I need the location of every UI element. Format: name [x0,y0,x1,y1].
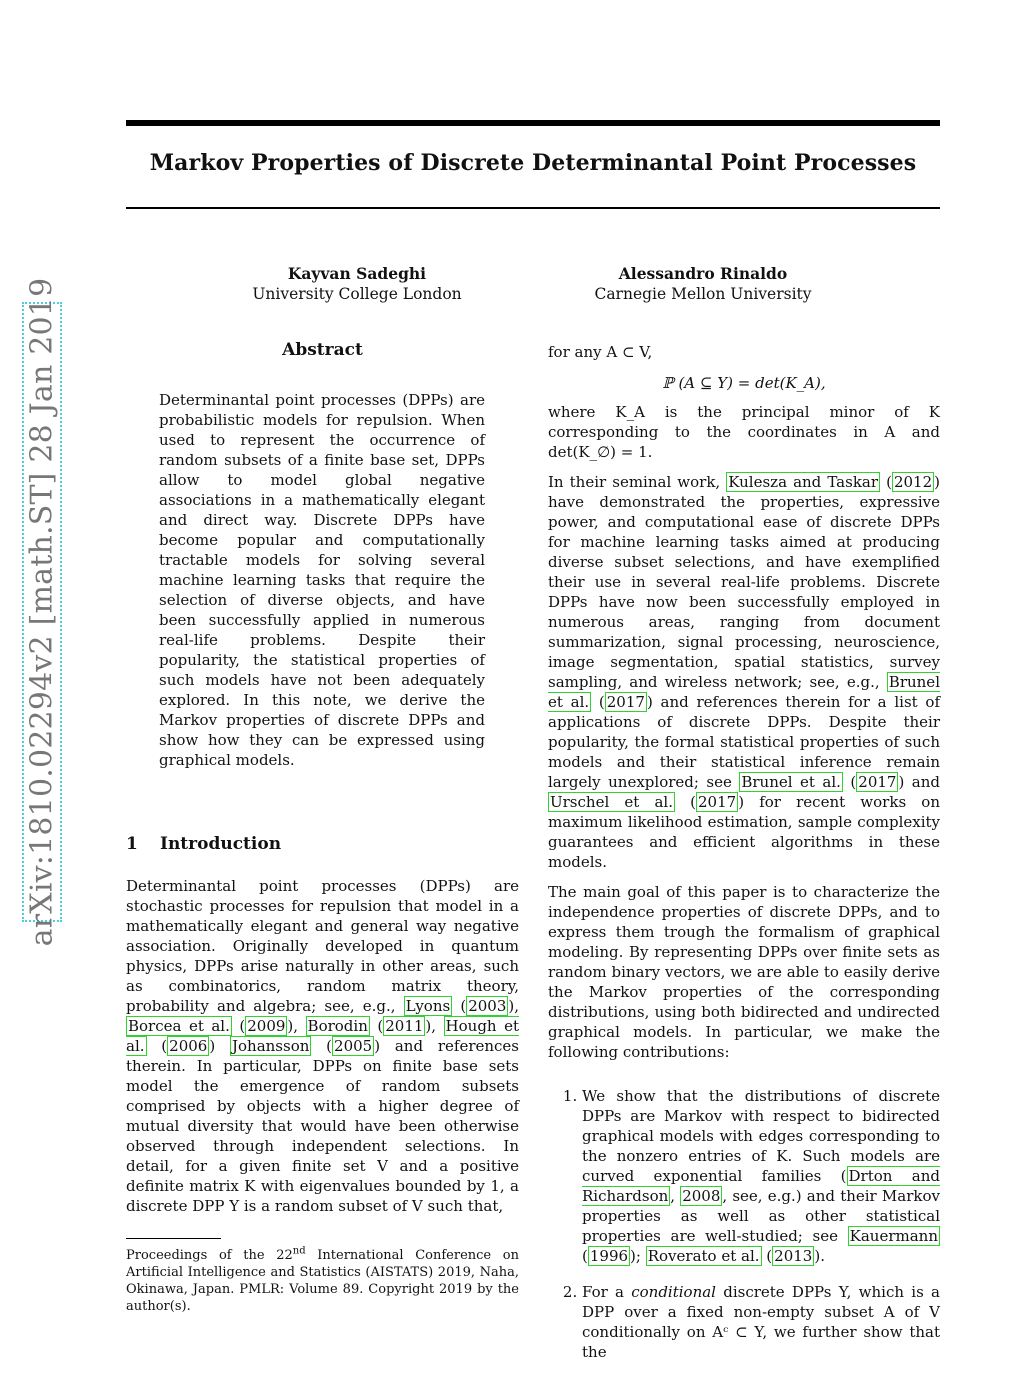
emphasis: conditional [631,1283,716,1301]
citation-link[interactable]: Lyons [405,997,451,1015]
abstract-heading: Abstract [282,340,363,360]
left-column [126,340,519,1315]
citation-link[interactable]: Borodin [307,1017,368,1035]
footnote-rule [126,1238,221,1239]
contributions-list [548,1086,940,1362]
intro-paragraph: Determinantal point processes (DPPs) are stochastic processes for repulsion that model in a mathematically elegant and general way negative association. Originally developed in quantum physics, DPPs arise naturally in other areas, such as combinatorics, random matrix theory, probability and algebra; see, e.g., Lyons ( 2003 ), Borcea et al. ( 2009 ), Borodin ( 2011 ), Hough et al. ( 2006 ) Johansson ( 2005 ) and references therein. In particular, DPPs on finite base sets model the emergence of random subsets comprised by objects with a higher degree of mutual diversity that would have been otherwise observed through independent selections. In detail, for a given finite set V and a positive definite matrix K with eigenvalues bounded by 1, a discrete DPP Y is a random subset of V such that, [126,877,520,1215]
section-heading-introduction [126,834,519,854]
list-item [582,1282,940,1362]
footnote-text: International Conference on Artificial Intelligence and Statistics (AISTATS) 2019, Naha, Okinawa, Japan. PMLR: Volume 89. Copyright 2019 by the author(s). [126,1248,519,1314]
author-name: Alessandro Rinaldo [618,264,788,283]
citation-year-link[interactable]: 2013 [774,1247,813,1265]
title-rule-bottom [126,207,940,209]
text-run: ) and references therein for a list of applications of discrete DPPs. Despite their popularity, the formal statistical properties of such models and their statistical inference remain largely unexplored; see [548,693,940,791]
text-run: ) have demonstrated the properties, expressive power, and computational ease of discrete DPPs for machine learning tasks aimed at producing diverse subset selections, and have exemplified their use in several real-life problems. Discrete DPPs have now been successfully employed in numerous areas, ranging from document summarization, signal processing, neuroscience, image segmentation, spatial statistics, survey sampling, and wireless network; see, e.g., [548,473,940,691]
citation-link[interactable]: Hough et al. [126,1017,519,1055]
citation-link[interactable]: Urschel et al. [550,793,673,811]
arxiv-sidebar-link[interactable] [22,277,62,947]
citation-year-link[interactable]: 2011 [385,1017,424,1035]
citation-year-link[interactable]: 1996 [589,1247,629,1265]
author-block-2 [538,263,868,305]
text-run: discrete DPPs Y, which is a DPP over a fixed non-empty subset A of V conditionally on Aᶜ ⊂ Y, we further show that the [582,1283,940,1361]
citation-year-link[interactable]: 2006 [169,1037,208,1055]
citation-link[interactable]: Brunel et al. [741,773,841,791]
text-run: In their seminal work, [548,473,727,491]
citation-year-link[interactable]: 2009 [247,1017,286,1035]
author-affiliation: University College London [252,285,462,303]
citation-year-link[interactable]: 2003 [468,997,507,1015]
text-run: ) for recent works on maximum likelihood estimation, sample complexity guarantees and efficient algorithms in these models. [548,793,940,871]
seminal-work-paragraph: In their seminal work, Kulesza and Taskar ( 2012 ) have demonstrated the properties, expressive power, and computational ease of discrete DPPs for machine learning tasks aimed at producing diverse subset selections, and have exemplified their use in several real-life problems. Discrete DPPs have now been successfully employed in numerous areas, ranging from document summarization, signal processing, neuroscience, image segmentation, spatial statistics, survey sampling, and wireless network; see, e.g., Brunel et al. ( 2017 ) and references therein for a list of applications of discrete DPPs. Despite their popularity, the formal statistical properties of such models and their statistical inference remain largely unexplored; see Brunel et al. ( 2017 ) and Urschel et al. ( 2017 ) for recent works on maximum likelihood estimation, sample complexity guarantees and efficient algorithms in these models. [548,473,941,871]
citation-link[interactable]: Borcea et al. [128,1017,230,1035]
citation-year-link[interactable]: 2017 [606,693,645,711]
text-run: ). [814,1247,825,1265]
main-goal-paragraph: The main goal of this paper is to characterize the independence properties of discrete DPPs, and to express them trough the formalism of graphical modeling. By representing DPPs over finite sets as random binary vectors, we are able to easily derive the Markov properties of the corresponding distributions, using both bidirected and undirected graphical models. In particular, we make the following contributions: [548,883,940,1061]
citation-year-link[interactable]: 2017 [698,793,737,811]
footnote [126,1247,519,1315]
paper-title: Markov Properties of Discrete Determinantal Point Processes [149,150,917,176]
arxiv-identifier: arXiv:1810.02294v2 [math.ST] 28 Jan 2019 [24,277,60,947]
where-paragraph: where K_A is the principal minor of K corresponding to the coordinates in A and det(K_∅) = 1. [548,403,940,461]
citation-year-link[interactable]: 2008 [682,1187,721,1205]
section-number: 1 [126,834,138,854]
right-column [548,342,940,1378]
text-run: , see, e.g.) and their Markov properties as well as other statistical properties are well-studied; see [582,1187,940,1245]
author-affiliation: Carnegie Mellon University [594,285,812,303]
text-run: ) and [898,773,941,791]
citation-year-link[interactable]: 2005 [334,1037,373,1055]
author-block-1 [192,263,522,305]
section-title: Introduction [160,834,282,854]
citation-year-link[interactable]: 2012 [893,473,933,491]
citation-year-link[interactable]: 2017 [858,773,897,791]
citation-link[interactable]: Johansson [231,1037,310,1055]
text-run: We show that the distributions of discrete DPPs are Markov with respect to bidirected graphical models with edges corresponding to the nonzero entries of K. Such models are curved exponential families ( [582,1087,940,1185]
citation-link[interactable]: Kauermann [849,1227,938,1245]
text-run: For a [582,1283,632,1301]
equation: ℙ (A ⊆ Y) = det(K_A), [662,374,826,392]
footnote-superscript: nd [292,1245,306,1257]
abstract-body: Determinantal point processes (DPPs) are probabilistic models for repulsion. When used to represent the occurrence of random subsets of a finite base set, DPPs allow to model global negative associations in a mathematically elegant and direct way. Discrete DPPs have become popular and computationally tractable models for solving several machine learning tasks that require the selection of diverse objects, and have been successfully applied in numerous real-life problems. Despite their popularity, the statistical properties of such models have not been adequately explored. In this note, we derive the Markov properties of discrete DPPs and show how they can be expressed using graphical models. [159,391,485,769]
for-any-line: for any A ⊂ V, [548,343,653,361]
text-run: and references therein. In particular, DPPs on finite base sets model the emergence of random subsets comprised by objects with a higher degree of mutual diversity that would have been otherwise observed through independent selections. In detail, for a given finite set V and a positive definite matrix K with eigenvalues bounded by 1, a discrete DPP Y is a random subset of V such that, [126,1037,520,1215]
citation-link[interactable]: Roverato et al. [647,1247,760,1265]
citation-link[interactable]: Kulesza and Taskar [728,473,879,491]
list-item: 1. We show that the distributions of discrete DPPs are Markov with respect to bidirected graphical models with edges corresponding to the nonzero entries of K. Such models are curved exponential families ( Drton and Richardson , 2008 , see, e.g.) and their Markov properties as well as other statistical properties are well-studied; see Kauermann ( 1996 ); Roverato et al. ( 2013 ). [582,1086,940,1266]
citation-link[interactable]: Drton and Richardson [582,1167,941,1205]
text-run: Determinantal point processes (DPPs) are stochastic processes for repulsion that model in a mathematically elegant and general way negative association. Originally developed in quantum physics, DPPs arise naturally in other areas, such as combinatorics, random matrix theory, probability and algebra; see, e.g., [126,877,519,1015]
title-rule-top [126,120,940,126]
author-name: Kayvan Sadeghi [287,264,427,283]
footnote-text: Proceedings of the 22 [126,1248,293,1263]
citation-link[interactable]: Brunel et al. [548,673,940,711]
